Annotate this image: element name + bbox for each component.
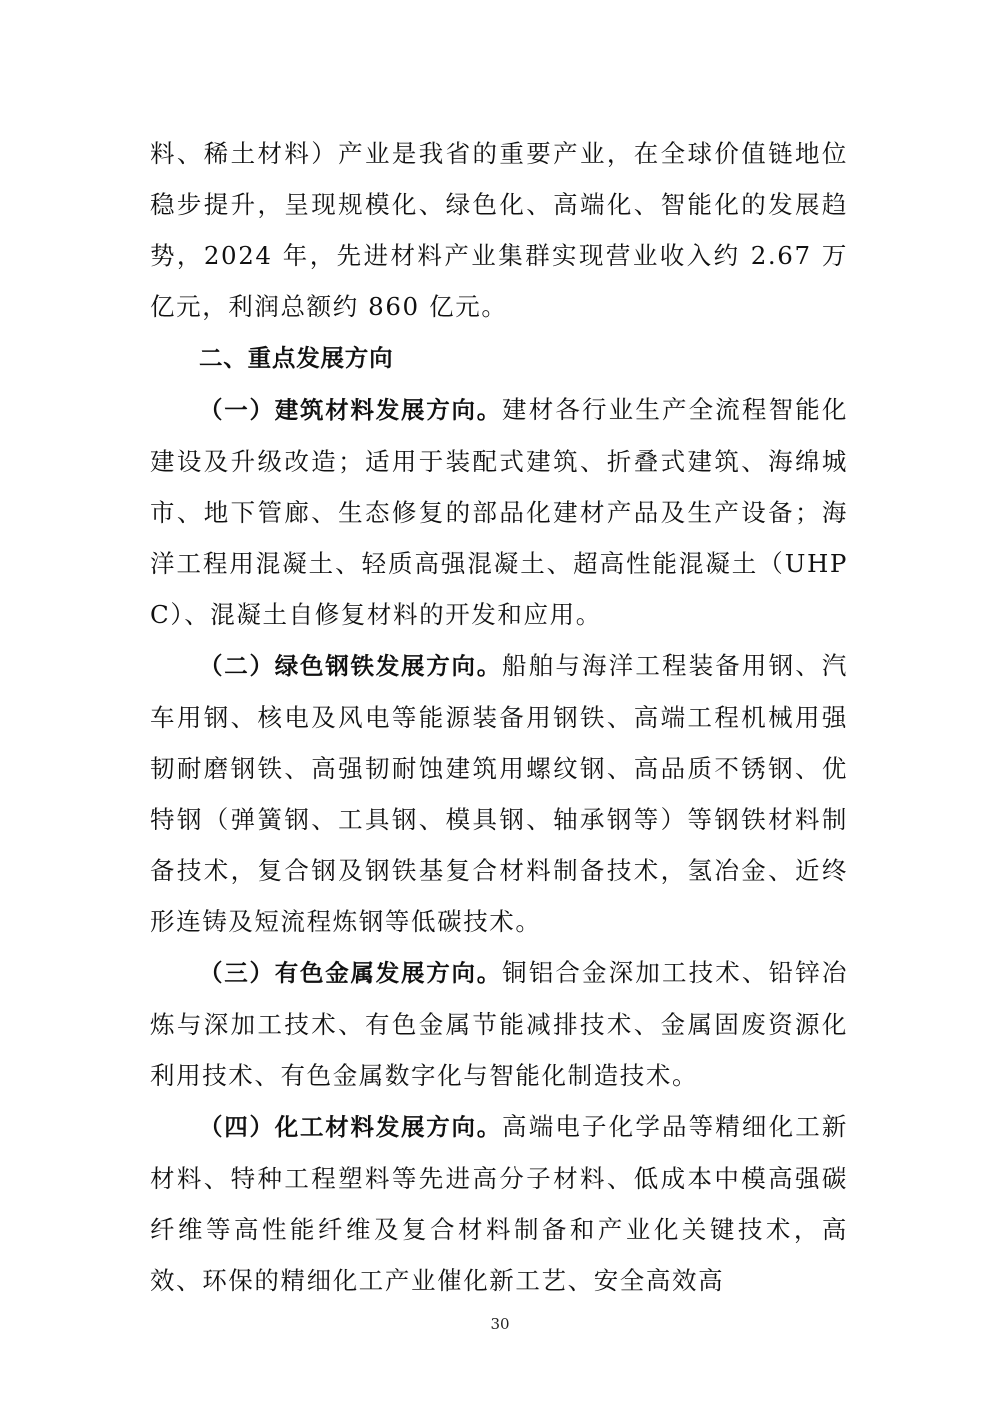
subsection-body: 建材各行业生产全流程智能化建设及升级改造；适用于装配式建筑、折叠式建筑、海绵城市、地下管廊、生态修复的部品化建材产品及生产设备；海洋工程用混凝土、轻质高强混凝土、超高性能混凝土（UHPC）、混凝土自修复材料的开发和应用。: [150, 395, 848, 629]
continuation-paragraph: 料、稀土材料）产业是我省的重要产业，在全球价值链地位稳步提升，呈现规模化、绿色化、高端化、智能化的发展趋势，2024 年，先进材料产业集群实现营业收入约 2.67 万亿元，利润总额约 860 亿元。: [150, 139, 848, 321]
subsection-lead: （三）有色金属发展方向。: [199, 959, 503, 987]
section-heading: [150, 332, 848, 384]
subsection-nonferrous-metals: [150, 947, 848, 1101]
subsection-green-steel: [150, 640, 848, 947]
subsection-building-materials: [150, 384, 848, 640]
subsection-lead: （二）绿色钢铁发展方向。: [199, 652, 503, 680]
subsection-body: 铜铝合金深加工技术、铅锌冶炼与深加工技术、有色金属节能减排技术、金属固废资源化利用技术、有色金属数字化与智能化制造技术。: [150, 958, 848, 1090]
subsection-lead: （一）建筑材料发展方向。: [199, 396, 503, 424]
subsection-lead: （四）化工材料发展方向。: [199, 1113, 503, 1141]
body-text: [150, 128, 848, 1306]
section-heading-text: 二、重点发展方向: [199, 344, 394, 372]
subsection-body: 高端电子化学品等精细化工新材料、特种工程塑料等先进高分子材料、低成本中模高强碳纤维等高性能纤维及复合材料制备和产业化关键技术，高效、环保的精细化工产业催化新工艺、安全高效高: [150, 1112, 848, 1295]
page-number: 30: [490, 1315, 510, 1333]
subsection-chemical-materials: [150, 1101, 848, 1306]
subsection-body: 船舶与海洋工程装备用钢、汽车用钢、核电及风电等能源装备用钢铁、高端工程机械用强韧耐磨钢铁、高强韧耐蚀建筑用螺纹钢、高品质不锈钢、优特钢（弹簧钢、工具钢、模具钢、轴承钢等）等钢铁材料制备技术，复合钢及钢铁基复合材料制备技术，氢冶金、近终形连铸及短流程炼钢等低碳技术。: [150, 651, 848, 936]
